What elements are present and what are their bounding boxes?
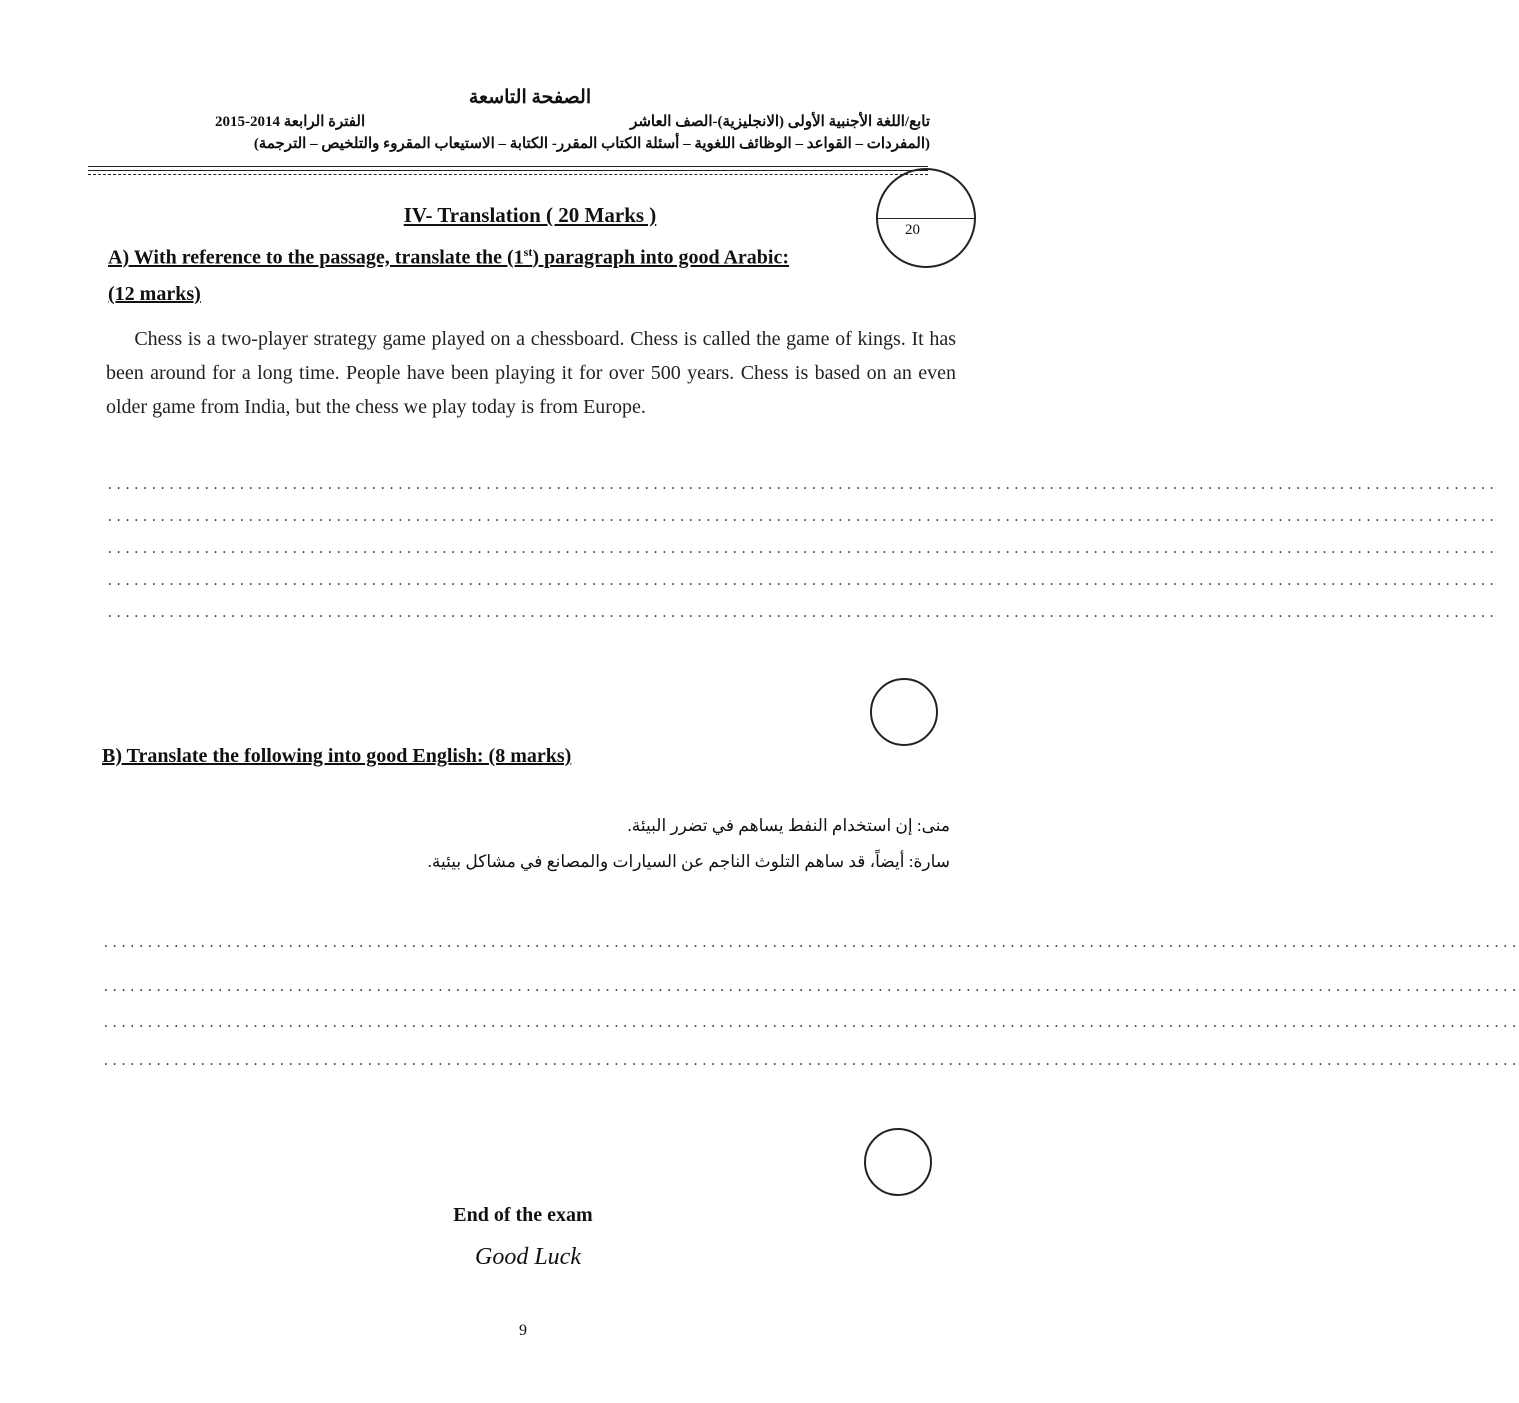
question-a-marks: (12 marks) <box>108 283 201 305</box>
answer-line-a3[interactable]: .............................................................................................................................................................. <box>106 542 1497 557</box>
page-number: 9 <box>519 1322 527 1339</box>
header-divider-bottom <box>88 174 928 175</box>
answer-line-b4[interactable]: ................................................................................................................................................................. <box>102 1054 1519 1069</box>
question-a-heading <box>108 245 938 270</box>
question-a-score-circle <box>870 678 938 746</box>
question-a-heading-sup: st <box>523 245 533 259</box>
question-b-sentences <box>390 808 950 880</box>
header-subject: تابع/اللغة الأجنبية الأولى (الانجليزية)-الصف العاشر <box>630 114 930 130</box>
answer-line-b2[interactable]: ................................................................................................................................................................. <box>102 980 1519 995</box>
question-a-heading-post: ) paragraph into good Arabic: <box>532 246 790 269</box>
question-b-sentence-1: منى: إن استخدام النفط يساهم في تضرر البيئة. <box>627 816 950 835</box>
section-title: IV- Translation ( 20 Marks ) <box>403 203 657 227</box>
question-b-sentence-2: سارة: أيضاً، قد ساهم التلوث الناجم عن السيارات والمصانع في مشاكل بيئية. <box>427 852 950 871</box>
answer-line-b1[interactable]: ................................................................................................................................................................. <box>102 936 1519 951</box>
question-b-score-circle <box>864 1128 932 1196</box>
question-a-passage-text: Chess is a two-player strategy game played on a chessboard. Chess is called the game of kings. It has been around for a long time. People have been playing it for over 500 years. Chess is based on an even older game from India, but the chess we play today is from Europe. <box>106 328 956 418</box>
header-divider-top <box>88 166 928 167</box>
answer-line-a1[interactable]: .............................................................................................................................................................. <box>106 478 1497 493</box>
question-a-passage <box>106 322 956 424</box>
question-b-heading: B) Translate the following into good English: (8 marks) <box>102 745 572 767</box>
page-label-arabic: الصفحة التاسعة <box>468 87 592 108</box>
answer-line-a4[interactable]: .............................................................................................................................................................. <box>106 574 1497 589</box>
total-score-value: 20 <box>905 222 920 238</box>
answer-line-a2[interactable]: .............................................................................................................................................................. <box>106 510 1497 525</box>
end-of-exam-text: End of the exam <box>453 1204 593 1226</box>
question-a-heading-pre: A) With reference to the passage, translate the (1 <box>108 246 524 269</box>
header-subject-row <box>215 112 930 131</box>
answer-line-b3[interactable]: ................................................................................................................................................................. <box>102 1016 1519 1031</box>
header-period: الفترة الرابعة 2014-2015 <box>215 114 366 130</box>
answer-line-a5[interactable]: .............................................................................................................................................................. <box>106 606 1497 621</box>
good-luck-text: Good Luck <box>475 1244 581 1270</box>
header-divider-middle <box>88 170 928 171</box>
header-topics: (المفردات – القواعد – الوظائف اللغوية – أسئلة الكتاب المقرر- الكتابة – الاستيعاب المقروء والتلخيص – الترجمة) <box>253 136 930 152</box>
